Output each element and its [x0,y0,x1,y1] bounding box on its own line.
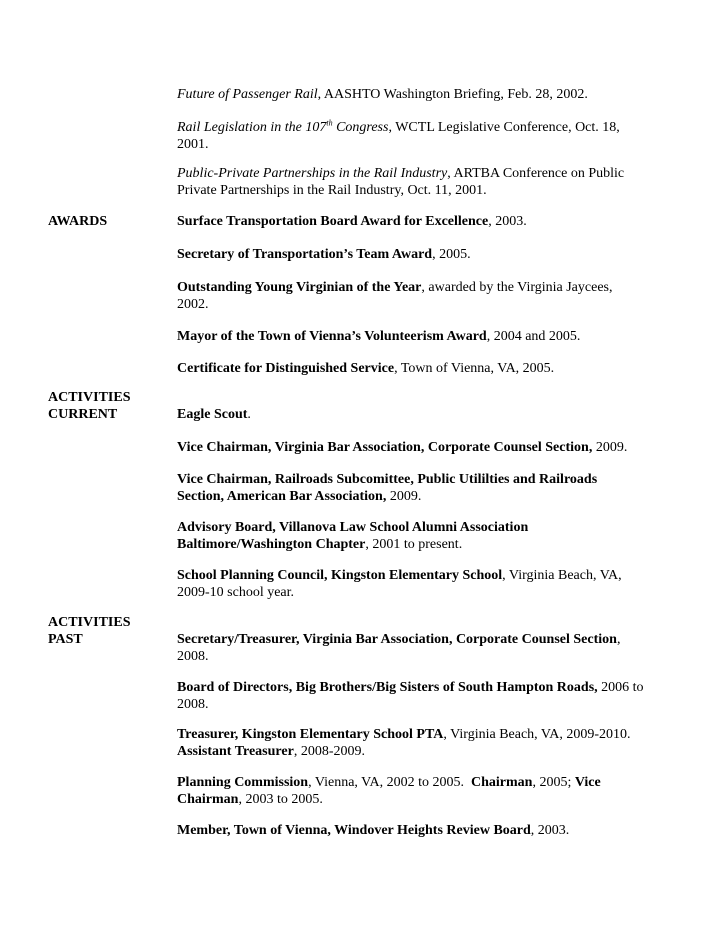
award-item [177,279,647,313]
activity-details: 2009. [592,440,628,455]
activity-details: 2006 to 2008. [177,680,644,712]
presentation-title: Future of Passenger Rail [177,87,318,102]
activity-details: , Virginia Beach, VA, 2009-10 school year. [177,568,622,600]
activity-item [177,439,647,456]
activity-name: Planning Commission [177,775,309,790]
activity-details: 2009. [386,489,422,504]
award-item [177,360,647,377]
activity-item [177,679,647,713]
activities-label-line1: ACTIVITIES [48,615,131,630]
activity-name: Vice Chairman, Railroads Subcomittee, Public Utililties and Railroads Section, American Bar Association, [177,472,598,504]
activities-label-line2: PAST [48,632,83,647]
activity-name: Eagle Scout [177,407,248,422]
activities-label-line2: CURRENT [48,407,118,422]
activity-item [177,726,647,760]
award-name: Outstanding Young Virginian of the Year [177,280,422,295]
presentation-title: Public-Private Partnerships in the Rail Industry [177,166,448,181]
activity-name: Treasurer, Kingston Elementary School PTA [177,727,444,742]
activities-label-line1: ACTIVITIES [48,390,131,405]
presentation-item [177,165,647,199]
activity-details: , Virginia Beach, VA, 2009-2010. [443,727,638,742]
award-name: Secretary of Transportation’s Team Award [177,247,433,262]
award-item [177,213,647,230]
presentation-details: , ARTBA Conference on Public Private Partnerships in the Rail Industry, Oct. 11, 2001. [177,166,625,198]
award-name: Surface Transportation Board Award for Excellence [177,214,489,229]
activities-current-label [48,389,168,423]
activity-item [177,567,647,601]
awards-label: AWARDS [48,214,108,229]
activity-name: School Planning Council, Kingston Elementary School [177,568,503,583]
activity-role-details: , 2005; [532,775,575,790]
activities-past-label [48,614,168,648]
presentation-details: , WCTL Legislative Conference, Oct. 18, 2001. [177,120,620,152]
award-details: , awarded by the Virginia Jaycees, 2002. [177,280,613,312]
presentation-details: , AASHTO Washington Briefing, Feb. 28, 2002. [317,87,588,102]
activity-role-details: , 2008-2009. [293,744,365,759]
activity-name: Advisory Board, Villanova Law School Alumni Association Baltimore/Washington Chapter [177,520,529,552]
activity-name: Vice Chairman, Virginia Bar Association, Corporate Counsel Section, [177,440,593,455]
activity-details: , 2003. [530,823,570,838]
activity-role: Chairman [470,775,533,790]
activity-item [177,471,647,505]
activity-details: , 2008. [177,632,621,664]
activity-item [177,519,647,553]
activity-details: , 2001 to present. [365,537,463,552]
activity-details: . [247,407,251,422]
presentation-item [177,86,647,103]
activity-item [177,406,647,423]
presentation-title-end: Congress [332,120,389,135]
award-details: , 2004 and 2005. [486,329,581,344]
activity-role: Assistant Treasurer [177,744,294,759]
activity-name: Member, Town of Vienna, Windover Heights Review Board [177,823,531,838]
award-details: , 2003. [488,214,527,229]
award-item [177,246,647,263]
award-details: , 2005. [432,247,471,262]
activity-details: , Vienna, VA, 2002 to 2005. [308,775,471,790]
presentation-title: Rail Legislation in the 107 [177,120,327,135]
presentation-item [177,119,647,153]
presentation-title-superscript: th [326,118,333,128]
activity-name: Board of Directors, Big Brothers/Big Sisters of South Hampton Roads, [177,680,598,695]
award-details: , Town of Vienna, VA, 2005. [394,361,555,376]
activity-role-2-details: , 2003 to 2005. [238,792,323,807]
activity-item [177,631,647,665]
award-item [177,328,647,345]
activity-item [177,822,647,839]
activity-item [177,774,647,808]
activity-role-2: Vice Chairman [177,775,601,807]
activity-name: Secretary/Treasurer, Virginia Bar Association, Corporate Counsel Section [177,632,617,647]
award-name: Mayor of the Town of Vienna’s Volunteerism Award [177,329,487,344]
award-name: Certificate for Distinguished Service [177,361,395,376]
